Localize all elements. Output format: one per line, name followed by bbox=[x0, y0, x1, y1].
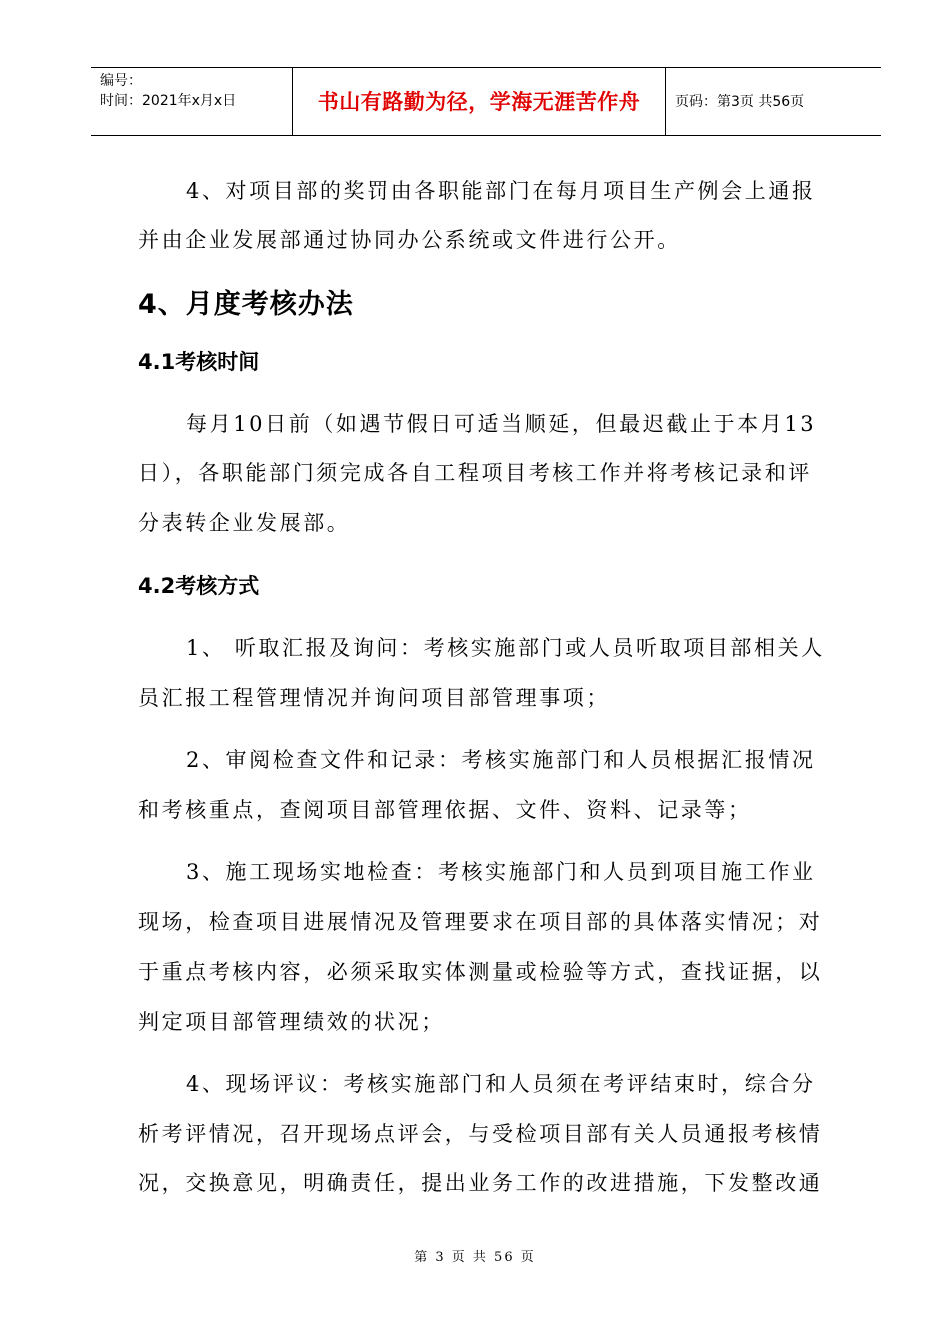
paragraph-line: 和考核重点，查阅项目部管理依据、文件、资料、记录等； bbox=[138, 798, 752, 822]
document-time-label: 时间：2021年x月x日 bbox=[100, 93, 237, 109]
paragraph-line: 况，交换意见，明确责任，提出业务工作的改进措施，下发整改通 bbox=[138, 1171, 823, 1195]
section-heading: 4、月度考核办法 bbox=[138, 289, 354, 320]
subsection-heading: 4.2考核方式 bbox=[138, 574, 260, 598]
paragraph-line: 判定项目部管理绩效的状况； bbox=[138, 1010, 445, 1034]
paragraph-line: 于重点考核内容，必须采取实体测量或检验等方式，查找证据，以 bbox=[138, 960, 823, 984]
paragraph-line: 析考评情况，召开现场点评会，与受检项目部有关人员通报考核情 bbox=[138, 1122, 823, 1146]
paragraph-line: 每月10日前（如遇节假日可适当顺延，但最迟截止于本月13 bbox=[186, 412, 817, 436]
header-motto: 书山有路勤为径，学海无涯苦作舟 bbox=[293, 68, 666, 135]
document-number-label: 编号： bbox=[100, 73, 142, 89]
page-header bbox=[91, 67, 881, 136]
paragraph-line: 1、 听取汇报及询问：考核实施部门或人员听取项目部相关人 bbox=[186, 636, 825, 660]
paragraph-line: 4、对项目部的奖罚由各职能部门在每月项目生产例会上通报 bbox=[186, 179, 816, 203]
paragraph-line: 员汇报工程管理情况并询问项目部管理事项； bbox=[138, 686, 610, 710]
paragraph-line: 日），各职能部门须完成各自工程项目考核工作并将考核记录和评 bbox=[138, 461, 812, 485]
paragraph-line: 分表转企业发展部。 bbox=[138, 511, 351, 535]
page-footer: 第 3 页 共 56 页 bbox=[414, 1250, 536, 1265]
paragraph-line: 4、现场评议：考核实施部门和人员须在考评结束时，综合分 bbox=[186, 1072, 816, 1096]
paragraph-line: 现场，检查项目进展情况及管理要求在项目部的具体落实情况；对 bbox=[138, 910, 823, 934]
paragraph-line: 2、审阅检查文件和记录：考核实施部门和人员根据汇报情况 bbox=[186, 748, 816, 772]
paragraph-line: 并由企业发展部通过协同办公系统或文件进行公开。 bbox=[138, 228, 681, 252]
paragraph-line: 3、施工现场实地检查：考核实施部门和人员到项目施工作业 bbox=[186, 860, 816, 884]
header-page-info: 页码：第3页 共56页 bbox=[675, 94, 805, 110]
subsection-heading: 4.1考核时间 bbox=[138, 350, 260, 374]
header-meta bbox=[91, 68, 293, 135]
